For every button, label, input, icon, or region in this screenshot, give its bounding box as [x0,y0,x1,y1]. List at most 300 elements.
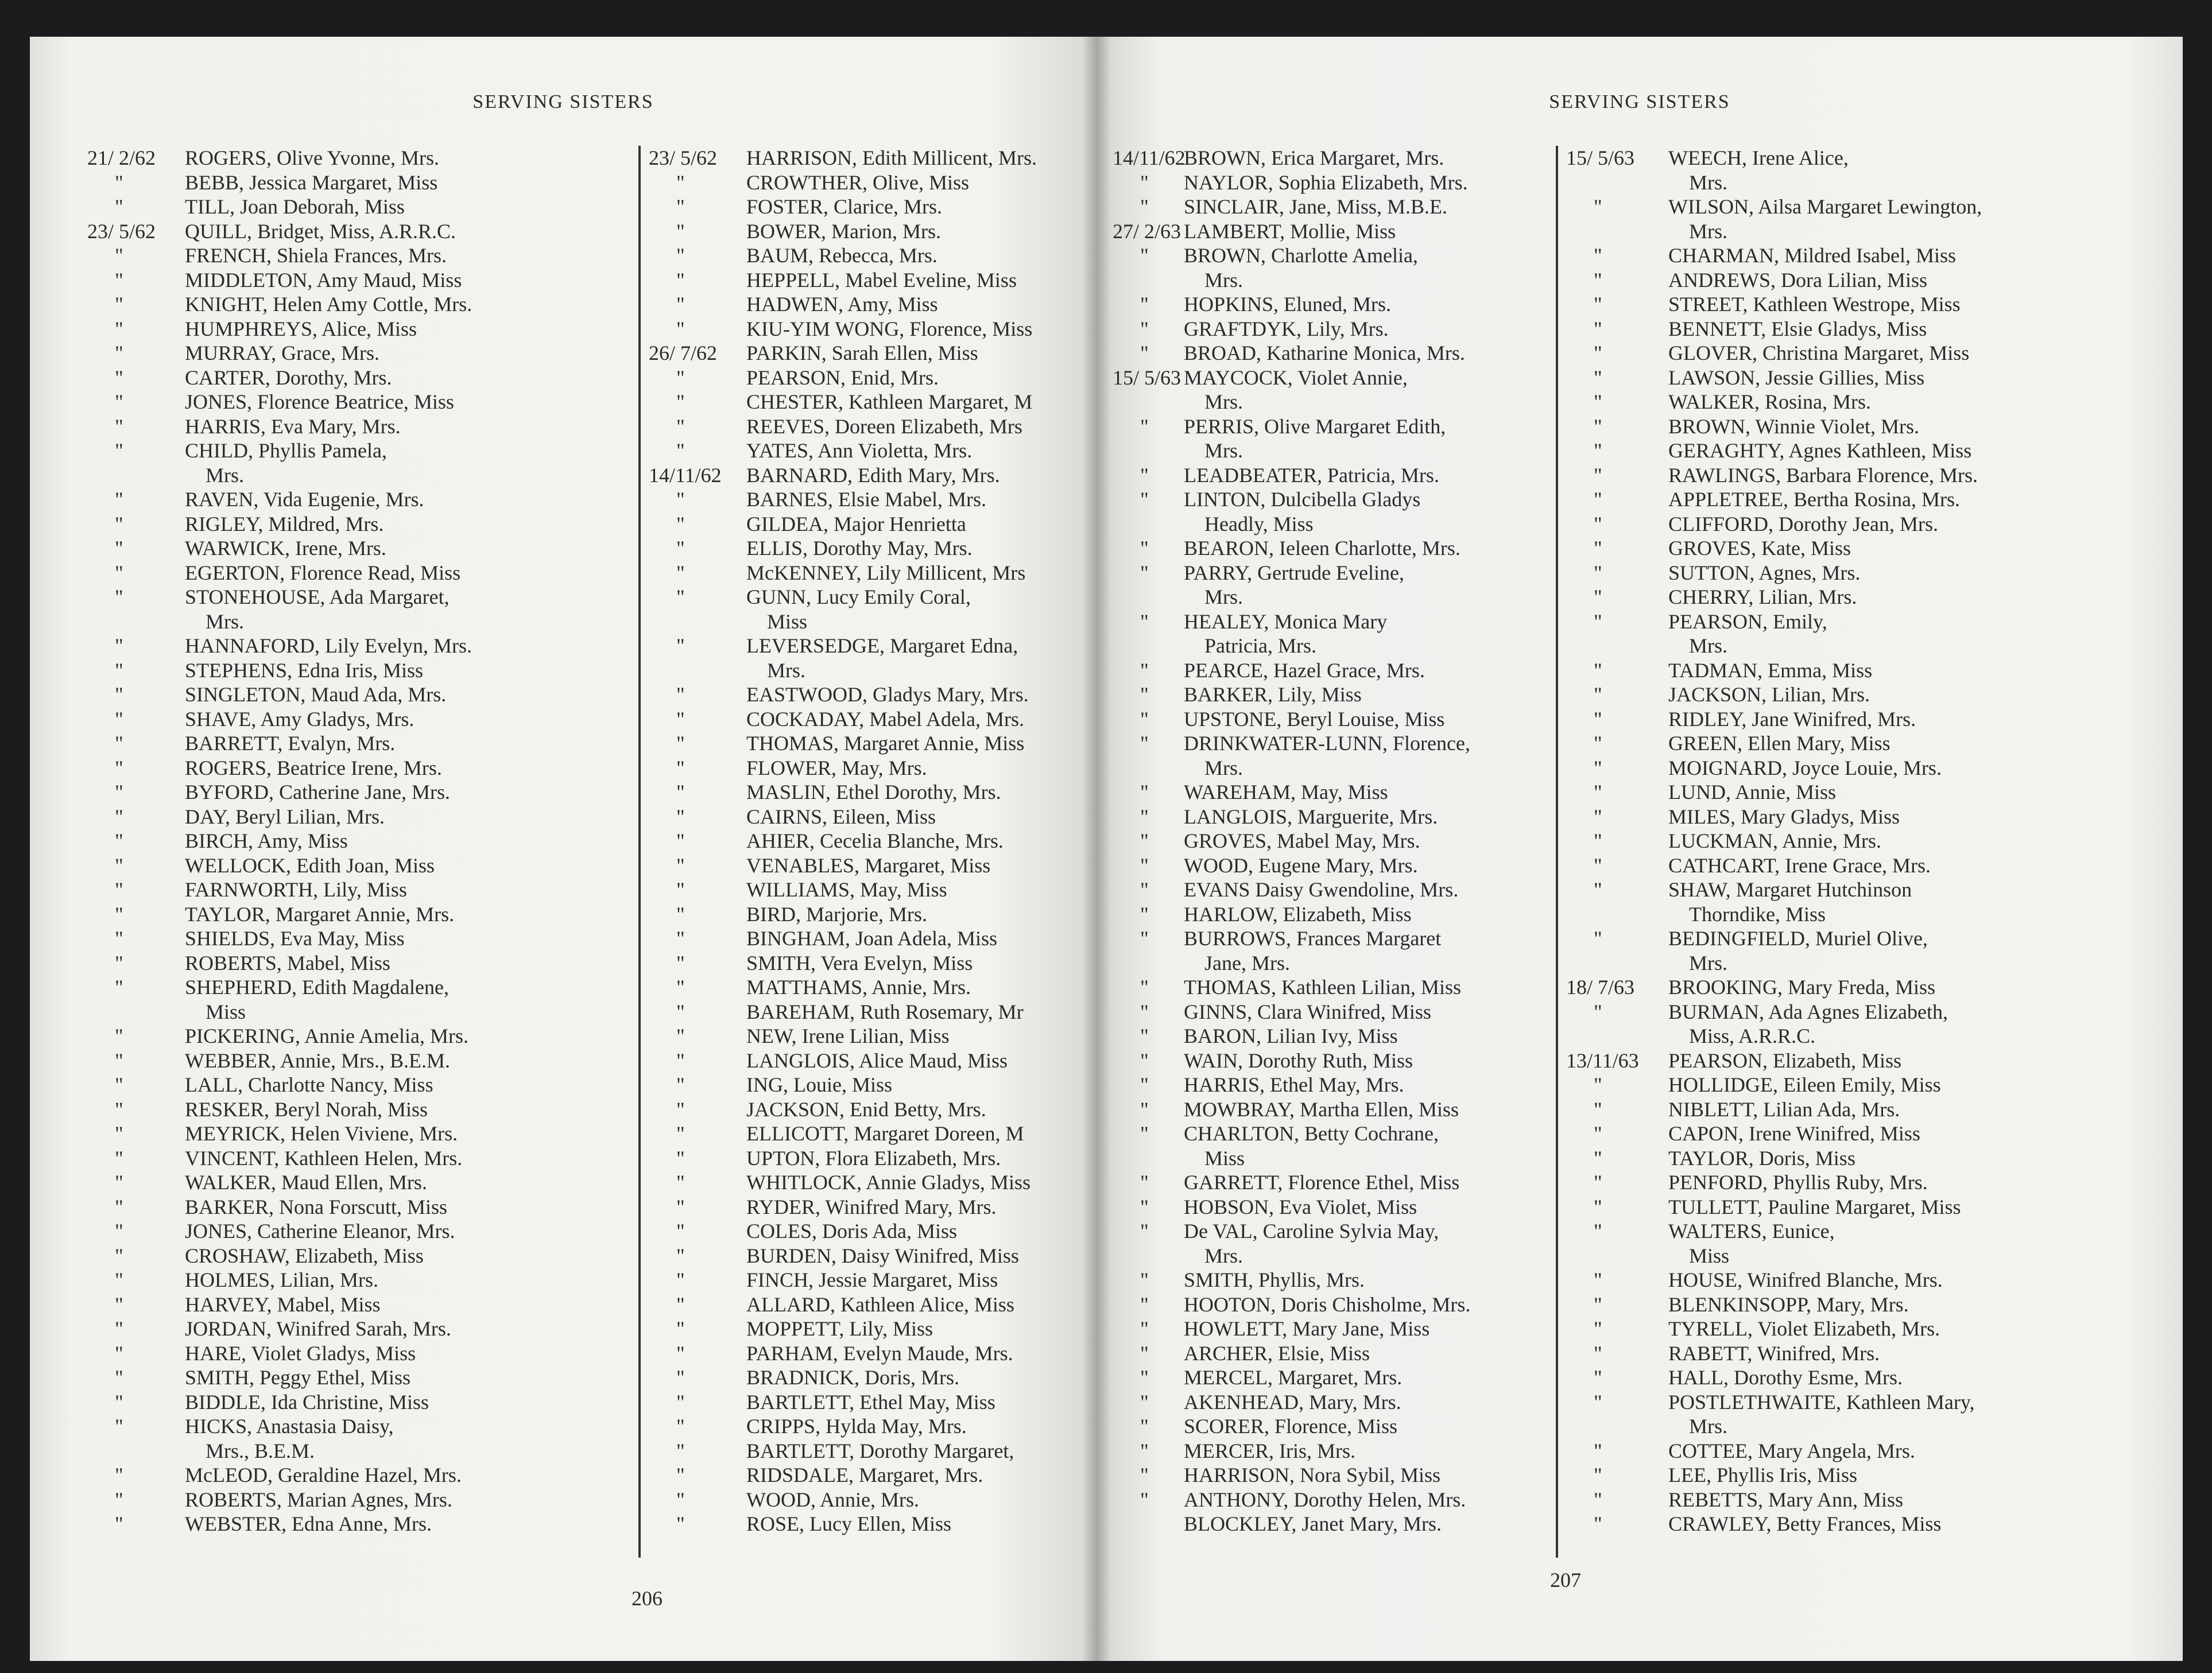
name-cell: Mrs. [1204,268,1243,292]
date-cell: " [1594,853,1602,877]
list-item [87,536,650,561]
list-item [649,414,1097,439]
name-column [649,146,1097,1536]
date-cell: " [1594,463,1602,487]
name-cell: MERCEL, Margaret, Mrs. [1184,1366,1403,1389]
list-item [1566,146,2180,170]
name-cell: HARRISON, Edith Millicent, Mrs. [746,146,1037,169]
name-cell: SINCLAIR, Jane, Miss, M.B.E. [1184,195,1448,218]
list-item [1566,1146,2180,1171]
date-cell: " [1594,488,1602,511]
name-cell: HUMPHREYS, Alice, Miss [185,317,417,340]
date-cell: " [1594,1097,1602,1121]
list-item [1113,731,1537,756]
date-cell: " [1594,366,1602,389]
name-cell: Mrs. [1204,1244,1243,1267]
name-cell: CAPON, Irene Winifred, Miss [1668,1122,1920,1145]
list-item [87,1439,650,1464]
date-cell: " [115,1073,123,1096]
name-cell: WEBSTER, Edna Anne, Mrs. [185,1512,432,1535]
name-cell: LEVERSEDGE, Margaret Edna, [746,634,1018,657]
name-cell: BARTLETT, Ethel May, Miss [746,1390,995,1414]
name-cell: EASTWOOD, Gladys Mary, Mrs. [746,683,1029,706]
list-item [1113,707,1537,732]
name-cell: STREET, Kathleen Westrope, Miss [1668,293,1961,316]
date-cell: " [115,1512,123,1535]
list-item [1113,1365,1537,1390]
list-item [87,366,650,390]
date-cell: " [1594,414,1602,438]
name-cell: WEBBER, Annie, Mrs., B.E.M. [185,1049,451,1072]
list-item [1113,292,1537,317]
list-item [1113,805,1537,829]
list-item [649,561,1097,585]
date-cell: " [1594,1073,1602,1096]
name-cell: BLENKINSOPP, Mary, Mrs. [1668,1292,1909,1316]
list-item [87,731,650,756]
list-item [1566,1317,2180,1341]
name-cell: CAIRNS, Eileen, Miss [746,805,936,828]
date-cell: " [115,1415,123,1438]
list-item [1113,1292,1537,1317]
list-item [1113,1341,1537,1366]
left-page [30,37,1097,1661]
date-cell: " [676,707,685,731]
list-item [649,1512,1097,1536]
name-cell: BARTLETT, Dorothy Margaret, [746,1439,1014,1462]
date-cell: " [676,317,685,340]
list-item [649,780,1097,805]
list-item [649,878,1097,902]
list-item [1566,1512,2180,1536]
date-cell: " [1140,1488,1149,1511]
name-cell: ROGERS, Olive Yvonne, Mrs. [185,146,440,169]
date-cell: " [676,1000,685,1023]
name-cell: SMITH, Vera Evelyn, Miss [746,951,973,975]
list-item [87,707,650,732]
list-item [649,1292,1097,1317]
name-cell: EVANS Daisy Gwendoline, Mrs. [1184,878,1459,901]
date-cell: 21/ 2/62 [87,146,156,169]
date-cell: " [1140,829,1149,852]
list-item [649,487,1097,512]
list-item [1566,1049,2180,1073]
date-cell: " [676,829,685,852]
list-item [1566,487,2180,512]
list-item [1566,1121,2180,1146]
name-cell: MURRAY, Grace, Mrs. [185,341,380,364]
name-cell: CARTER, Dorothy, Mrs. [185,366,392,389]
name-cell: CLIFFORD, Dorothy Jean, Mrs. [1668,512,1939,535]
list-item [1566,585,2180,610]
date-cell [87,1000,185,1024]
name-cell: CHARLTON, Betty Cochrane, [1184,1122,1439,1145]
date-cell: 15/ 5/63 [1113,366,1181,389]
list-item [1566,805,2180,829]
date-cell: " [115,1024,123,1047]
name-cell: BARKER, Lily, Miss [1184,683,1362,706]
date-cell: " [115,561,123,584]
date-cell: " [676,1024,685,1047]
list-item [87,853,650,878]
name-cell: SHAW, Margaret Hutchinson [1668,878,1912,901]
date-cell: " [676,756,685,779]
list-item [1113,195,1537,219]
list-item [1566,634,2180,658]
date-cell: " [676,414,685,438]
list-item [1566,170,2180,195]
name-cell: LEE, Phyllis Iris, Miss [1668,1464,1858,1486]
name-cell: MATTHAMS, Annie, Mrs. [746,976,971,999]
name-cell: GERAGHTY, Agnes Kathleen, Miss [1668,439,1972,462]
name-cell: SINGLETON, Maud Ada, Mrs. [185,683,447,706]
date-cell [1566,1024,1668,1049]
date-cell: " [676,732,685,755]
name-cell: DRINKWATER-LUNN, Florence, [1184,732,1470,755]
date-cell: " [676,902,685,926]
date-cell: " [115,1171,123,1194]
date-cell: " [1140,1000,1149,1023]
name-cell: De VAL, Caroline Sylvia May, [1184,1220,1439,1243]
name-cell: LAWSON, Jessie Gillies, Miss [1668,366,1925,389]
list-item [87,1244,650,1268]
date-cell: 27/ 2/63 [1113,219,1181,243]
list-item [649,926,1097,951]
name-cell: Mrs. [1204,439,1243,462]
date-cell: " [676,488,685,511]
date-cell: " [1594,561,1602,584]
name-cell: WELLOCK, Edith Joan, Miss [185,853,435,877]
name-cell: BEBB, Jessica Margaret, Miss [185,170,438,194]
name-cell: AKENHEAD, Mary, Mrs. [1184,1390,1401,1414]
list-item [1113,1170,1537,1195]
list-item [87,1341,650,1366]
list-item [1113,317,1537,341]
name-cell: TULLETT, Pauline Margaret, Miss [1668,1195,1961,1218]
name-cell: KNIGHT, Helen Amy Cottle, Mrs. [185,293,472,316]
list-item [87,1512,650,1536]
list-item [1113,438,1537,463]
date-cell: " [1594,244,1602,267]
date-cell: " [115,707,123,731]
list-item [87,561,650,585]
list-item [1113,1244,1537,1268]
name-cell: STEPHENS, Edna Iris, Miss [185,658,424,682]
list-item [1566,243,2180,268]
date-cell: " [1594,293,1602,316]
list-item [87,1268,650,1292]
name-cell: WAIN, Dorothy Ruth, Miss [1184,1049,1413,1072]
list-item [649,438,1097,463]
date-cell: " [676,1390,685,1414]
date-cell [1566,951,1668,976]
date-cell: " [1140,732,1149,755]
date-cell: " [115,634,123,657]
name-cell: PARHAM, Evelyn Maude, Mrs. [746,1341,1013,1365]
name-cell: APPLETREE, Bertha Rosina, Mrs. [1668,488,1960,511]
list-item [1566,1073,2180,1097]
list-item [87,317,650,341]
name-cell: Miss [767,610,808,633]
name-cell: HEPPELL, Mabel Eveline, Miss [746,268,1017,292]
name-cell: WILLIAMS, May, Miss [746,878,947,901]
name-cell: STONEHOUSE, Ada Margaret, [185,585,450,608]
list-item [1566,926,2180,951]
name-cell: PARRY, Gertrude Eveline, [1184,561,1404,584]
name-cell: FINCH, Jessie Margaret, Miss [746,1268,998,1291]
list-item [87,1365,650,1390]
date-cell: " [115,170,123,194]
list-item [1113,756,1537,781]
date-cell: 23/ 5/62 [87,219,156,243]
date-cell: " [115,317,123,340]
list-item [1113,1439,1537,1464]
date-cell: " [676,1146,685,1170]
date-cell: " [115,1268,123,1291]
name-cell: GLOVER, Christina Margaret, Miss [1668,341,1970,364]
name-cell: GUNN, Lucy Emily Coral, [746,585,971,608]
list-item [649,756,1097,781]
name-cell: TAYLOR, Doris, Miss [1668,1146,1855,1170]
date-cell: " [1594,537,1602,560]
name-cell: GROVES, Mabel May, Mrs. [1184,829,1420,852]
date-cell: " [1594,756,1602,779]
list-item [87,1317,650,1341]
name-cell: SMITH, Peggy Ethel, Miss [185,1366,411,1389]
date-cell: 26/ 7/62 [649,341,718,364]
name-cell: COTTEE, Mary Angela, Mrs. [1668,1439,1915,1462]
name-cell: BYFORD, Catherine Jane, Mrs. [185,781,450,803]
date-cell: " [1594,390,1602,413]
date-cell: " [1594,195,1602,218]
list-item [1566,1488,2180,1512]
date-cell: " [676,293,685,316]
date-cell: " [1594,1122,1602,1145]
name-cell: VENABLES, Margaret, Miss [746,853,991,877]
date-cell: " [1140,683,1149,706]
list-item [87,438,650,463]
list-item [1566,829,2180,853]
name-cell: BENNETT, Elsie Gladys, Miss [1668,317,1927,340]
list-item [1566,366,2180,390]
name-cell: Headly, Miss [1204,512,1314,535]
list-item [1566,390,2180,414]
name-cell: WEECH, Irene Alice, [1668,146,1849,169]
list-item [649,1341,1097,1366]
date-cell: " [1140,1097,1149,1121]
name-cell: ANDREWS, Dora Lilian, Miss [1668,268,1927,292]
date-cell: " [115,1220,123,1243]
name-cell: Miss [1204,1146,1245,1170]
list-item [649,610,1097,634]
name-cell: MAYCOCK, Violet Annie, [1184,366,1408,389]
list-item [87,195,650,219]
name-cell: REBETTS, Mary Ann, Miss [1668,1488,1904,1511]
list-item [649,1439,1097,1464]
page-number: 207 [1550,1569,1581,1592]
list-item [649,1121,1097,1146]
date-cell: " [115,683,123,706]
date-cell: " [676,1244,685,1267]
list-item [87,292,650,317]
name-cell: NEW, Irene Lilian, Miss [746,1024,950,1047]
name-cell: BROWN, Winnie Violet, Mrs. [1668,414,1920,438]
name-cell: RAVEN, Vida Eugenie, Mrs. [185,488,424,511]
name-cell: HOUSE, Winifred Blanche, Mrs. [1668,1268,1943,1291]
date-cell: " [1140,658,1149,682]
list-item [87,170,650,195]
list-item [649,1463,1097,1488]
list-item [1113,243,1537,268]
date-cell: " [1594,781,1602,803]
date-cell: " [676,634,685,657]
list-item [1566,1268,2180,1292]
name-cell: THOMAS, Kathleen Lilian, Miss [1184,976,1461,999]
date-cell [1113,268,1184,293]
date-cell [1113,756,1184,781]
list-item [87,926,650,951]
date-cell: " [115,732,123,755]
name-cell: BURROWS, Frances Margaret [1184,927,1442,950]
date-cell: " [115,1097,123,1121]
name-cell: Miss [206,1000,246,1023]
list-item [87,1073,650,1097]
list-item [1113,170,1537,195]
list-item [649,268,1097,293]
list-item [87,1463,650,1488]
list-item [87,414,650,439]
name-cell: BIDDLE, Ida Christine, Miss [185,1390,429,1414]
list-item [1566,317,2180,341]
name-cell: BEDINGFIELD, Muriel Olive, [1668,927,1928,950]
list-item [649,366,1097,390]
name-cell: PERRIS, Olive Margaret Edith, [1184,414,1446,438]
name-cell: THOMAS, Margaret Annie, Miss [746,732,1025,755]
date-cell: " [676,1366,685,1389]
list-item [1113,219,1537,244]
list-item [1113,1049,1537,1073]
date-cell: " [1594,1512,1602,1535]
date-cell: " [1140,1171,1149,1194]
name-cell: RIDLEY, Jane Winifred, Mrs. [1668,707,1916,731]
date-cell: " [1594,1317,1602,1340]
name-cell: EGERTON, Florence Read, Miss [185,561,461,584]
list-item [649,658,1097,683]
date-cell: " [1594,1146,1602,1170]
name-cell: CROSHAW, Elizabeth, Miss [185,1244,424,1267]
date-cell: " [676,1439,685,1462]
date-cell: " [1594,1464,1602,1486]
list-item [1113,1219,1537,1244]
date-cell: " [1594,1171,1602,1194]
list-item [649,390,1097,414]
list-item [649,1000,1097,1024]
list-item [649,170,1097,195]
list-item [649,1390,1097,1415]
date-cell: " [1594,1341,1602,1365]
list-item [87,341,650,366]
date-cell: " [115,585,123,608]
date-cell: " [676,781,685,803]
date-cell: " [1140,805,1149,828]
column-rule [638,146,641,1558]
date-cell: " [676,1268,685,1291]
list-item [1566,463,2180,488]
list-item [1566,1365,2180,1390]
list-item [649,682,1097,707]
name-cell: JONES, Catherine Eleanor, Mrs. [185,1220,455,1243]
name-cell: Thorndike, Miss [1689,902,1826,926]
list-item [87,243,650,268]
name-cell: LAMBERT, Mollie, Miss [1184,219,1396,243]
name-cell: BOWER, Marion, Mrs. [746,219,941,243]
date-cell: " [676,1415,685,1438]
name-cell: PEARCE, Hazel Grace, Mrs. [1184,658,1425,682]
list-item [1566,780,2180,805]
name-cell: BINGHAM, Joan Adela, Miss [746,927,997,950]
list-item [649,317,1097,341]
date-cell [1113,438,1184,463]
list-item [1113,1390,1537,1415]
name-cell: BIRD, Marjorie, Mrs. [746,902,927,926]
date-cell: " [1140,1439,1149,1462]
list-item [1566,561,2180,585]
list-item [87,585,650,610]
date-cell: " [115,1122,123,1145]
date-cell: " [1594,707,1602,731]
name-cell: HEALEY, Monica Mary [1184,610,1388,633]
list-item [87,487,650,512]
name-cell: NIBLETT, Lilian Ada, Mrs. [1668,1097,1900,1121]
name-cell: HOBSON, Eva Violet, Miss [1184,1195,1417,1218]
name-cell: HARLOW, Elizabeth, Miss [1184,902,1412,926]
list-item [87,1414,650,1439]
date-cell: " [1594,268,1602,292]
name-cell: Miss, A.R.R.C. [1689,1024,1816,1047]
name-cell: BARON, Lilian Ivy, Miss [1184,1024,1398,1047]
list-item [1113,1073,1537,1097]
list-item [1566,1244,2180,1268]
list-item [1113,658,1537,683]
list-item [1566,878,2180,902]
name-cell: WOOD, Annie, Mrs. [746,1488,919,1511]
list-item [649,1317,1097,1341]
name-cell: WALKER, Maud Ellen, Mrs. [185,1171,427,1194]
list-item [649,853,1097,878]
name-cell: COLES, Doris Ada, Miss [746,1220,958,1243]
name-cell: BARNES, Elsie Mabel, Mrs. [746,488,986,511]
list-item [649,731,1097,756]
name-cell: WHITLOCK, Annie Gladys, Miss [746,1171,1031,1194]
right-page [1097,37,2183,1661]
date-cell: " [676,366,685,389]
name-cell: BROWN, Charlotte Amelia, [1184,244,1418,267]
name-cell: RIGLEY, Mildred, Mrs. [185,512,384,535]
name-cell: Mrs. [1204,585,1243,608]
list-item [1566,292,2180,317]
list-item [1113,780,1537,805]
name-cell: WILSON, Ailsa Margaret Lewington, [1668,195,1982,218]
list-item [649,1414,1097,1439]
date-cell: " [1594,341,1602,364]
list-item [1113,926,1537,951]
list-item [1113,561,1537,585]
list-item [649,1488,1097,1512]
date-cell: " [1140,1195,1149,1218]
date-cell: " [676,170,685,194]
list-item [1566,414,2180,439]
list-item [1566,1463,2180,1488]
